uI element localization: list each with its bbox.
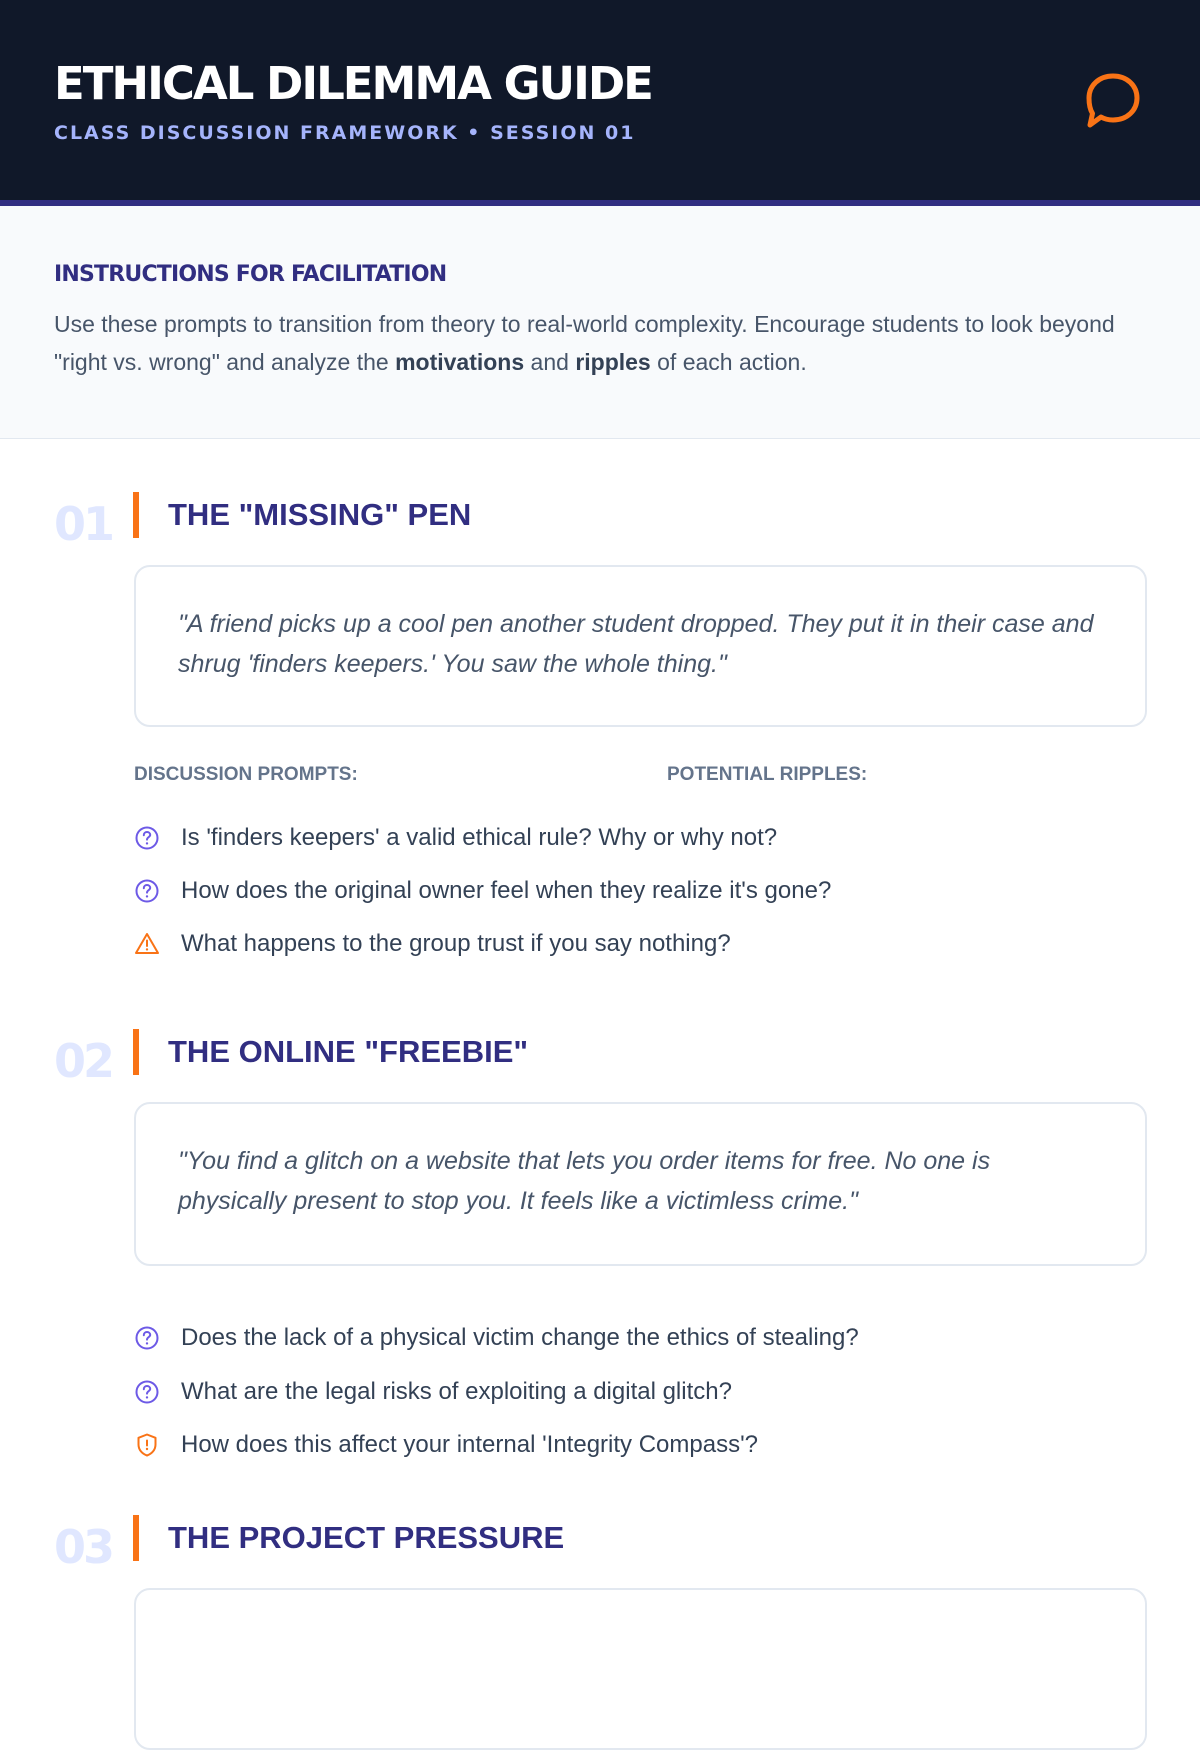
prompt-text: How does the original owner feel when they realize it's gone? (181, 877, 832, 904)
instructions-text-part: Use these prompts to transition from theory to real-world complexity. Encourage students to look beyond "right vs. wrong" and analyze the (54, 311, 1115, 375)
scenario-card (134, 1102, 1147, 1266)
section-number: 03 (54, 1520, 113, 1574)
section-title: THE "MISSING" PEN (168, 497, 472, 532)
instructions-text (54, 305, 1164, 381)
prompt-item (134, 1377, 1134, 1407)
page-subtitle: CLASS DISCUSSION FRAMEWORK • SESSION 01 (54, 122, 636, 144)
potential-ripples-label: POTENTIAL RIPPLES: (667, 764, 868, 785)
prompt-text: What are the legal risks of exploiting a digital glitch? (181, 1378, 732, 1405)
page-title: ETHICAL DILEMMA GUIDE (54, 57, 652, 110)
scenario-card (134, 1588, 1147, 1750)
instructions-bold-ripples: ripples (575, 349, 651, 375)
scenario-card (134, 565, 1147, 727)
page-header (0, 0, 1200, 206)
prompt-item (134, 929, 1134, 959)
question-circle-icon (134, 825, 160, 851)
question-circle-icon (134, 1379, 160, 1405)
section-title: THE ONLINE "FREEBIE" (168, 1034, 529, 1069)
discussion-prompts-label: DISCUSSION PROMPTS: (134, 764, 358, 785)
prompt-item (134, 1430, 1134, 1460)
section-number: 02 (54, 1034, 113, 1088)
question-circle-icon (134, 878, 160, 904)
prompt-item (134, 876, 1134, 906)
prompt-item (134, 823, 1134, 853)
section-accent-bar (133, 1515, 139, 1561)
warning-triangle-icon (134, 931, 160, 957)
prompt-text: Does the lack of a physical victim change the ethics of stealing? (181, 1324, 859, 1351)
chat-bubble-icon (1080, 68, 1146, 134)
prompt-item (134, 1323, 1134, 1353)
scenario-text: "You find a glitch on a website that lets you order items for free. No one is physically present to stop you. It feels like a victimless crime." (178, 1147, 991, 1215)
section-accent-bar (133, 492, 139, 538)
instructions-heading: INSTRUCTIONS FOR FACILITATION (54, 262, 447, 287)
instructions-panel (0, 206, 1200, 439)
section-number: 01 (54, 497, 113, 551)
scenario-text: "A friend picks up a cool pen another student dropped. They put it in their case and shrug 'finders keepers.' You saw the whole thing." (178, 610, 1094, 678)
shield-alert-icon (134, 1432, 160, 1458)
section-accent-bar (133, 1029, 139, 1075)
prompt-text: Is 'finders keepers' a valid ethical rule? Why or why not? (181, 824, 778, 851)
prompt-text: What happens to the group trust if you say nothing? (181, 930, 731, 957)
prompt-text: How does this affect your internal 'Integrity Compass'? (181, 1431, 758, 1458)
instructions-bold-motivations: motivations (395, 349, 525, 375)
section-title: THE PROJECT PRESSURE (168, 1520, 565, 1555)
instructions-text-part: of each action. (650, 349, 807, 375)
question-circle-icon (134, 1325, 160, 1351)
instructions-text-part: and (524, 349, 576, 375)
